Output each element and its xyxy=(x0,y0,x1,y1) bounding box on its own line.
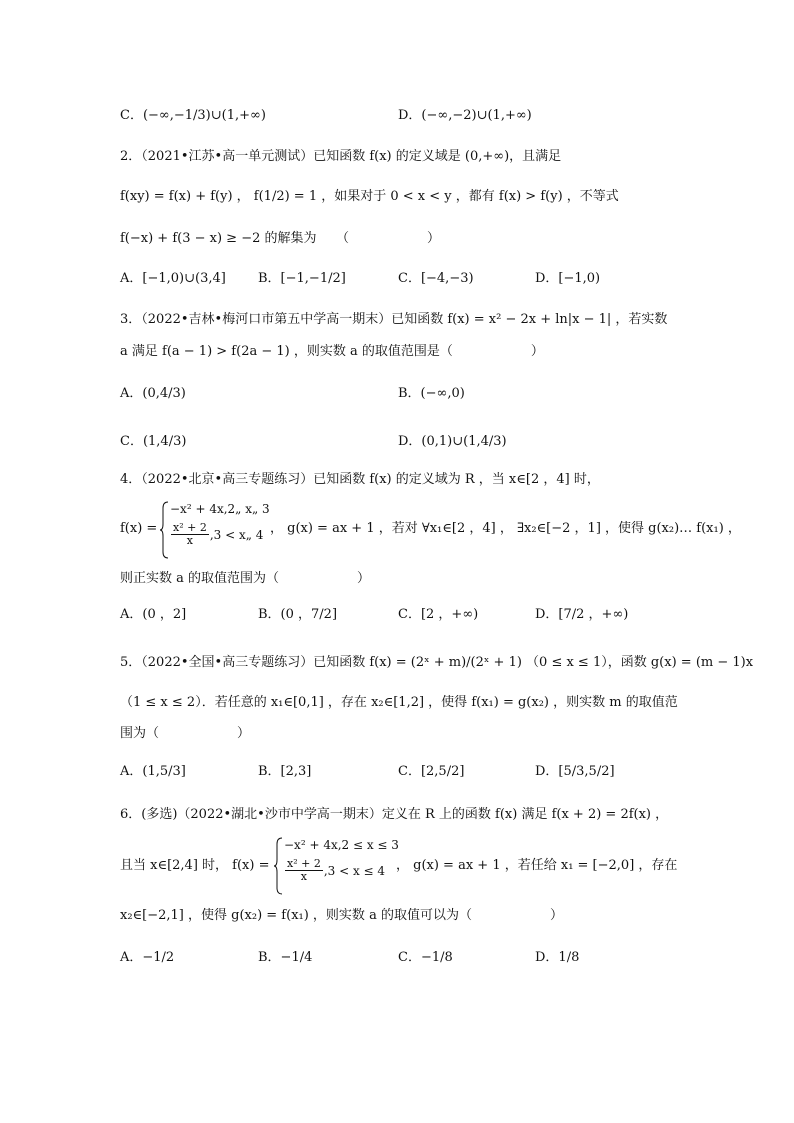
q4-stem-line3: 则正实数 a 的取值范围为（ ） xyxy=(120,571,371,586)
q3-option-a: A．(0,4/3) xyxy=(120,386,186,401)
q2-stem-line2: f(xy) = f(x) + f(y) ， f(1/2) = 1 ，如果对于 0 < x < y ，都有 f(x) > f(y) ，不等式 xyxy=(120,189,619,204)
q5-stem-line2: （1 ≤ x ≤ 2）．若任意的 x₁∈[0,1] ，存在 x₂∈[1,2] ，使得 f(x₁) = g(x₂) ，则实数 m 的取值范 xyxy=(120,695,678,710)
q6-option-c: C．−1/8 xyxy=(398,950,453,965)
q6-option-b: B．−1/4 xyxy=(258,950,313,965)
q3-stem-line2: a 满足 f(a − 1) > f(2a − 1) ，则实数 a 的取值范围是（ ） xyxy=(120,344,544,359)
q4-piece2 xyxy=(170,522,263,547)
q3-stem-line1: 3．（2022•吉林•梅河口市第五中学高一期末）已知函数 f(x) = x² − 2x + ln|x − 1| ，若实数 xyxy=(120,312,668,327)
q4-piece2-fraction xyxy=(171,522,209,547)
q6-piece2-numerator: x² + 2 xyxy=(287,857,321,870)
q5-stem-line1: 5．（2022•全国•高三专题练习）已知函数 f(x) = (2ˣ + m)/(2ˣ + 1) （0 ≤ x ≤ 1），函数 g(x) = (m − 1)x xyxy=(120,655,754,670)
q6-piece2-fraction xyxy=(285,858,323,883)
q6-piecewise-brace xyxy=(274,836,284,896)
q4-piece2-cond: ,3 < x„ 4 xyxy=(209,527,264,542)
q4-option-c: C．[2 ，+∞) xyxy=(398,607,479,622)
q4-fx-label: f(x) = xyxy=(120,521,158,536)
q4-piece1: −x² + 4x,2„ x„ 3 xyxy=(170,502,270,516)
q2-option-b: B．[−1,−1/2] xyxy=(258,271,346,286)
option-d-prev: D．(−∞,−2)∪(1,+∞) xyxy=(398,108,532,123)
q5-option-d: D．[5/3,5/2] xyxy=(535,764,615,779)
q4-option-a: A．(0 ，2] xyxy=(120,607,187,622)
q5-option-b: B．[2,3] xyxy=(258,764,312,779)
q2-stem-line1: 2．（2021•江苏•高一单元测试）已知函数 f(x) 的定义域是 (0,+∞)，且满足 xyxy=(120,149,562,164)
q3-option-d: D．(0,1)∪(1,4/3) xyxy=(398,434,507,449)
q6-stem-line1: 6．(多选)（2022•湖北•沙市中学高一期末）定义在 R 上的函数 f(x) 满足 f(x + 2) = 2f(x) ， xyxy=(120,807,669,822)
q6-piece2-cond: ,3 < x ≤ 4 xyxy=(323,863,386,878)
q6-option-a: A．−1/2 xyxy=(120,950,175,965)
q4-piece2-denominator: x xyxy=(186,534,194,547)
q4-option-b: B．(0 ，7/2] xyxy=(258,607,338,622)
q6-piece2 xyxy=(284,858,385,883)
q5-option-c: C．[2,5/2] xyxy=(398,764,465,779)
q2-option-d: D．[−1,0) xyxy=(535,271,601,286)
q6-piece2-denominator: x xyxy=(300,870,308,883)
q6-piece1: −x² + 4x,2 ≤ x ≤ 3 xyxy=(284,838,399,852)
q4-piece2-numerator: x² + 2 xyxy=(173,521,207,534)
q2-option-c: C．[−4,−3) xyxy=(398,271,474,286)
option-c-prev: C．(−∞,−1/3)∪(1,+∞) xyxy=(120,108,266,123)
q6-stem-line2-lead: 且当 x∈[2,4] 时， f(x) = xyxy=(120,858,270,873)
q2-stem-line3: f(−x) + f(3 − x) ≥ −2 的解集为 （ ） xyxy=(120,231,441,246)
q6-stem-line2-rest: ， g(x) = ax + 1 ，若任给 x₁ = [−2,0] ，存在 xyxy=(396,858,678,873)
q5-stem-line3: 围为（ ） xyxy=(120,726,251,741)
q4-stem-line2-rest: ， g(x) = ax + 1 ，若对 ∀x₁∈[2 ，4] ， ∃x₂∈[−2 ，1] ，使得 g(x₂)… f(x₁) ， xyxy=(270,521,741,536)
q5-option-a: A．(1,5/3] xyxy=(120,764,186,779)
q3-option-b: B．(−∞,0) xyxy=(398,386,465,401)
q4-stem-line1: 4．（2022•北京•高三专题练习）已知函数 f(x) 的定义域为 R ，当 x∈[2 ，4] 时， xyxy=(120,472,600,487)
q6-option-d: D．1/8 xyxy=(535,950,580,965)
q4-piecewise-brace xyxy=(160,500,170,560)
q3-option-c: C．(1,4/3) xyxy=(120,434,187,449)
q6-stem-line3: x₂∈[−2,1] ，使得 g(x₂) = f(x₁) ，则实数 a 的取值可以为（ ） xyxy=(120,908,563,923)
q2-option-a: A．[−1,0)∪(3,4] xyxy=(120,271,226,286)
q4-option-d: D．[7/2 ，+∞) xyxy=(535,607,629,622)
